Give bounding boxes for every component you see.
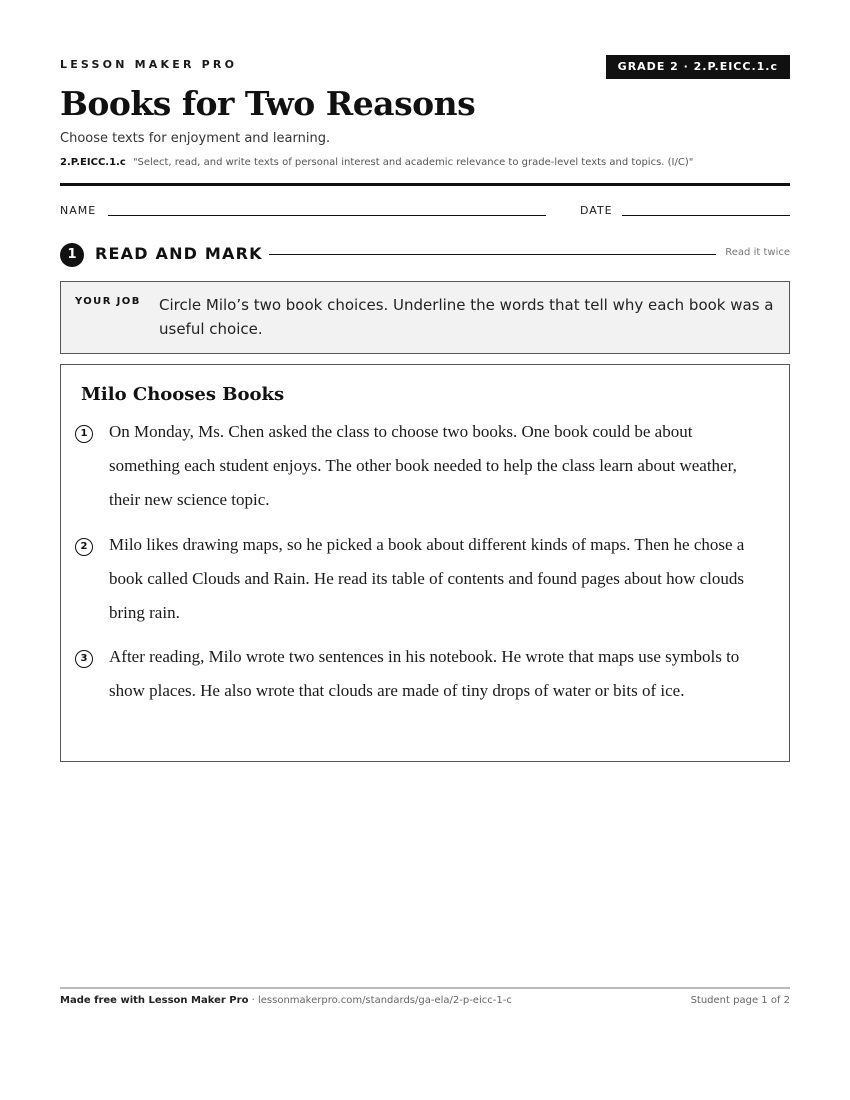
paragraph-text: Milo likes drawing maps, so he picked a book about different kinds of maps. Then he chose a book called Clouds and Rain. He read its table of contents and found pages about how clouds bring rain. xyxy=(109,535,745,622)
story-title: Milo Chooses Books xyxy=(81,384,285,405)
standard-text: "Select, read, and write texts of personal interest and academic relevance to grade-level texts and topics. (I/C)" xyxy=(132,157,694,168)
name-field[interactable] xyxy=(108,215,546,216)
section-divider xyxy=(269,254,716,255)
worksheet-page xyxy=(60,0,790,1100)
paragraph-number: 2 xyxy=(75,538,93,556)
section-note: Read it twice xyxy=(725,247,790,258)
date-label: DATE xyxy=(580,204,613,217)
paragraph-text: After reading, Milo wrote two sentences in his notebook. He wrote that maps use symbols to show places. He also wrote that clouds are made of tiny drops of water or bits of ice. xyxy=(109,647,740,700)
header-divider xyxy=(60,183,790,186)
footer-url[interactable]: · lessonmakerpro.com/standards/ga-ela/2-p-eicc-1-c xyxy=(248,995,512,1006)
paragraph-text: On Monday, Ms. Chen asked the class to choose two books. One book could be about something each student enjoys. The other book needed to help the class learn about weather, their new science topic. xyxy=(109,422,737,509)
section-number-badge: 1 xyxy=(60,243,84,267)
job-instructions-box xyxy=(60,281,790,354)
brand-name: LESSON MAKER PRO xyxy=(60,58,238,71)
grade-badge: GRADE 2 · 2.P.EICC.1.c xyxy=(606,55,790,79)
date-field[interactable] xyxy=(622,215,790,216)
section-title: READ AND MARK xyxy=(95,244,263,263)
page-subtitle: Choose texts for enjoyment and learning. xyxy=(60,131,331,146)
footer-divider xyxy=(60,987,790,989)
story-box xyxy=(60,364,790,762)
paragraph-number: 1 xyxy=(75,425,93,443)
paragraph-number: 3 xyxy=(75,650,93,668)
page-title: Books for Two Reasons xyxy=(60,84,476,123)
standard-line xyxy=(60,157,693,168)
standard-code: 2.P.EICC.1.c xyxy=(60,157,126,168)
footer-page-number: Student page 1 of 2 xyxy=(690,995,790,1006)
footer-credit xyxy=(60,995,512,1006)
name-label: NAME xyxy=(60,204,97,217)
job-text: Circle Milo’s two book choices. Underline the words that tell why each book was a useful choice. xyxy=(159,296,774,338)
footer-made-with: Made free with Lesson Maker Pro xyxy=(60,995,249,1006)
job-label: YOUR JOB xyxy=(75,296,141,307)
